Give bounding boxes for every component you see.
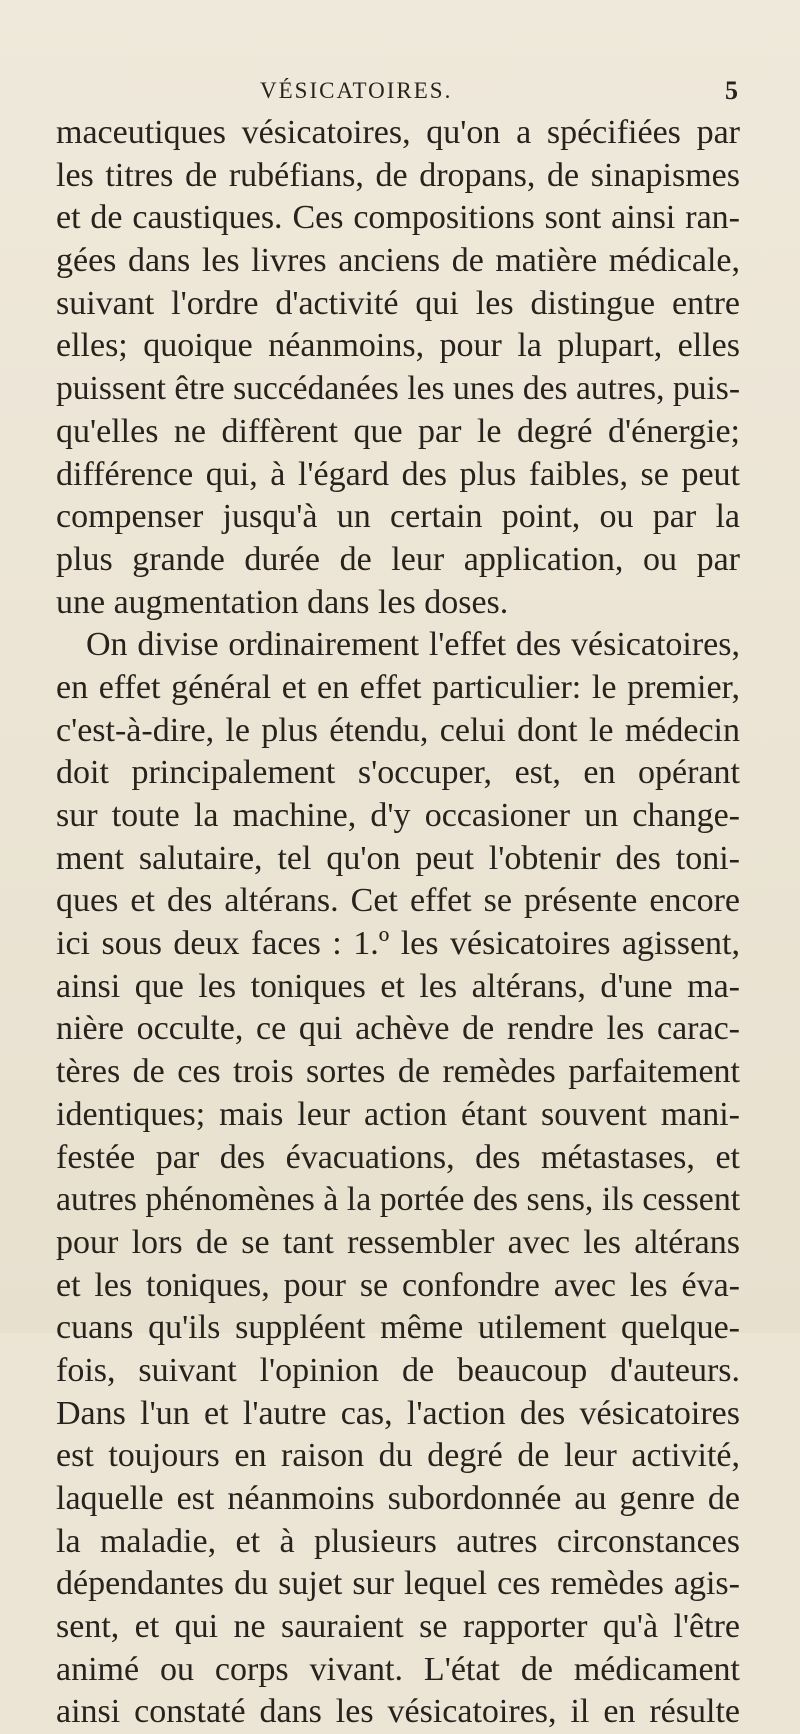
text-line: ques et des altérans. Cet effet se présente encore	[56, 882, 740, 920]
text-line: laquelle est néanmoins subordonnée au genre de	[56, 1480, 740, 1517]
text-line: qu'elles ne diffèrent que par le degré d'énergie;	[56, 412, 740, 450]
text-line: nière occulte, ce qui achève de rendre les carac-	[56, 1010, 740, 1048]
page-number: 5	[725, 76, 738, 105]
text-line: tères de ces trois sortes de remèdes parfaitement	[56, 1053, 740, 1091]
text-line: identiques; mais leur action étant souvent mani-	[56, 1095, 740, 1133]
text-line: différence qui, à l'égard des plus faibles, se peut	[56, 455, 740, 493]
paragraph-end-line: une augmentation dans les doses.	[56, 583, 509, 621]
text-line: cuans qu'ils suppléent même utilement quelque-	[56, 1309, 740, 1347]
text-line: ainsi que les toniques et les altérans, d'une ma-	[56, 967, 740, 1005]
text-line: en effet général et en effet particulier: le premier,	[56, 668, 740, 706]
text-line: ici sous deux faces : 1.º les vésicatoires agissent,	[56, 925, 740, 963]
text-line: sur toute la machine, d'y occasioner un change-	[56, 797, 740, 834]
text-line: dépendantes du sujet sur lequel ces remèdes agis-	[56, 1565, 740, 1603]
text-line: doit principalement s'occuper, est, en opérant	[56, 754, 740, 792]
text-line: c'est-à-dire, le plus étendu, celui dont le médecin	[56, 711, 740, 749]
text-line: animé ou corps vivant. L'état de médicament	[56, 1650, 740, 1688]
text-line: est toujours en raison du degré de leur activité,	[56, 1437, 740, 1475]
text-line: compenser jusqu'à un certain point, ou par la	[56, 498, 740, 536]
text-line: la maladie, et à plusieurs autres circonstances	[56, 1522, 740, 1560]
text-line: gées dans les livres anciens de matière médicale,	[56, 242, 740, 280]
text-line: Dans l'un et l'autre cas, l'action des vésicatoires	[56, 1394, 740, 1432]
text-line: autres phénomènes à la portée des sens, ils cessent	[56, 1181, 741, 1219]
running-head	[60, 78, 740, 108]
text-line: plus grande durée de leur application, ou par	[56, 540, 740, 578]
text-line: les titres de rubéfians, de dropans, de sinapismes	[56, 156, 740, 194]
text-line: et les toniques, pour se confondre avec les éva-	[56, 1266, 740, 1304]
text-line: puissent être succédanées les unes des autres, puis-	[56, 370, 740, 408]
text-line: suivant l'ordre d'activité qui les distingue entre	[56, 284, 740, 322]
body-text	[56, 112, 740, 1734]
text-line: maceutiques vésicatoires, qu'on a spécifiées par	[56, 114, 740, 151]
running-title: VÉSICATOIRES.	[260, 78, 453, 103]
text-line: festée par des évacuations, des métastases, et	[56, 1138, 740, 1176]
text-line: ment salutaire, tel qu'on peut l'obtenir des toni-	[56, 839, 740, 877]
text-line: fois, suivant l'opinion de beaucoup d'auteurs.	[56, 1351, 740, 1389]
text-line: et de caustiques. Ces compositions sont ainsi ran-	[56, 199, 740, 237]
text-line: sent, et qui ne sauraient se rapporter qu'à l'être	[56, 1608, 740, 1646]
text-line: pour lors de se tant ressembler avec les altérans	[56, 1223, 740, 1261]
text-line: elles; quoique néanmoins, pour la plupart, elles	[56, 327, 740, 365]
paragraph-start-line: On divise ordinairement l'effet des vésicatoires,	[86, 626, 740, 664]
text-line: ainsi constaté dans les vésicatoires, il en résulte	[56, 1693, 740, 1731]
